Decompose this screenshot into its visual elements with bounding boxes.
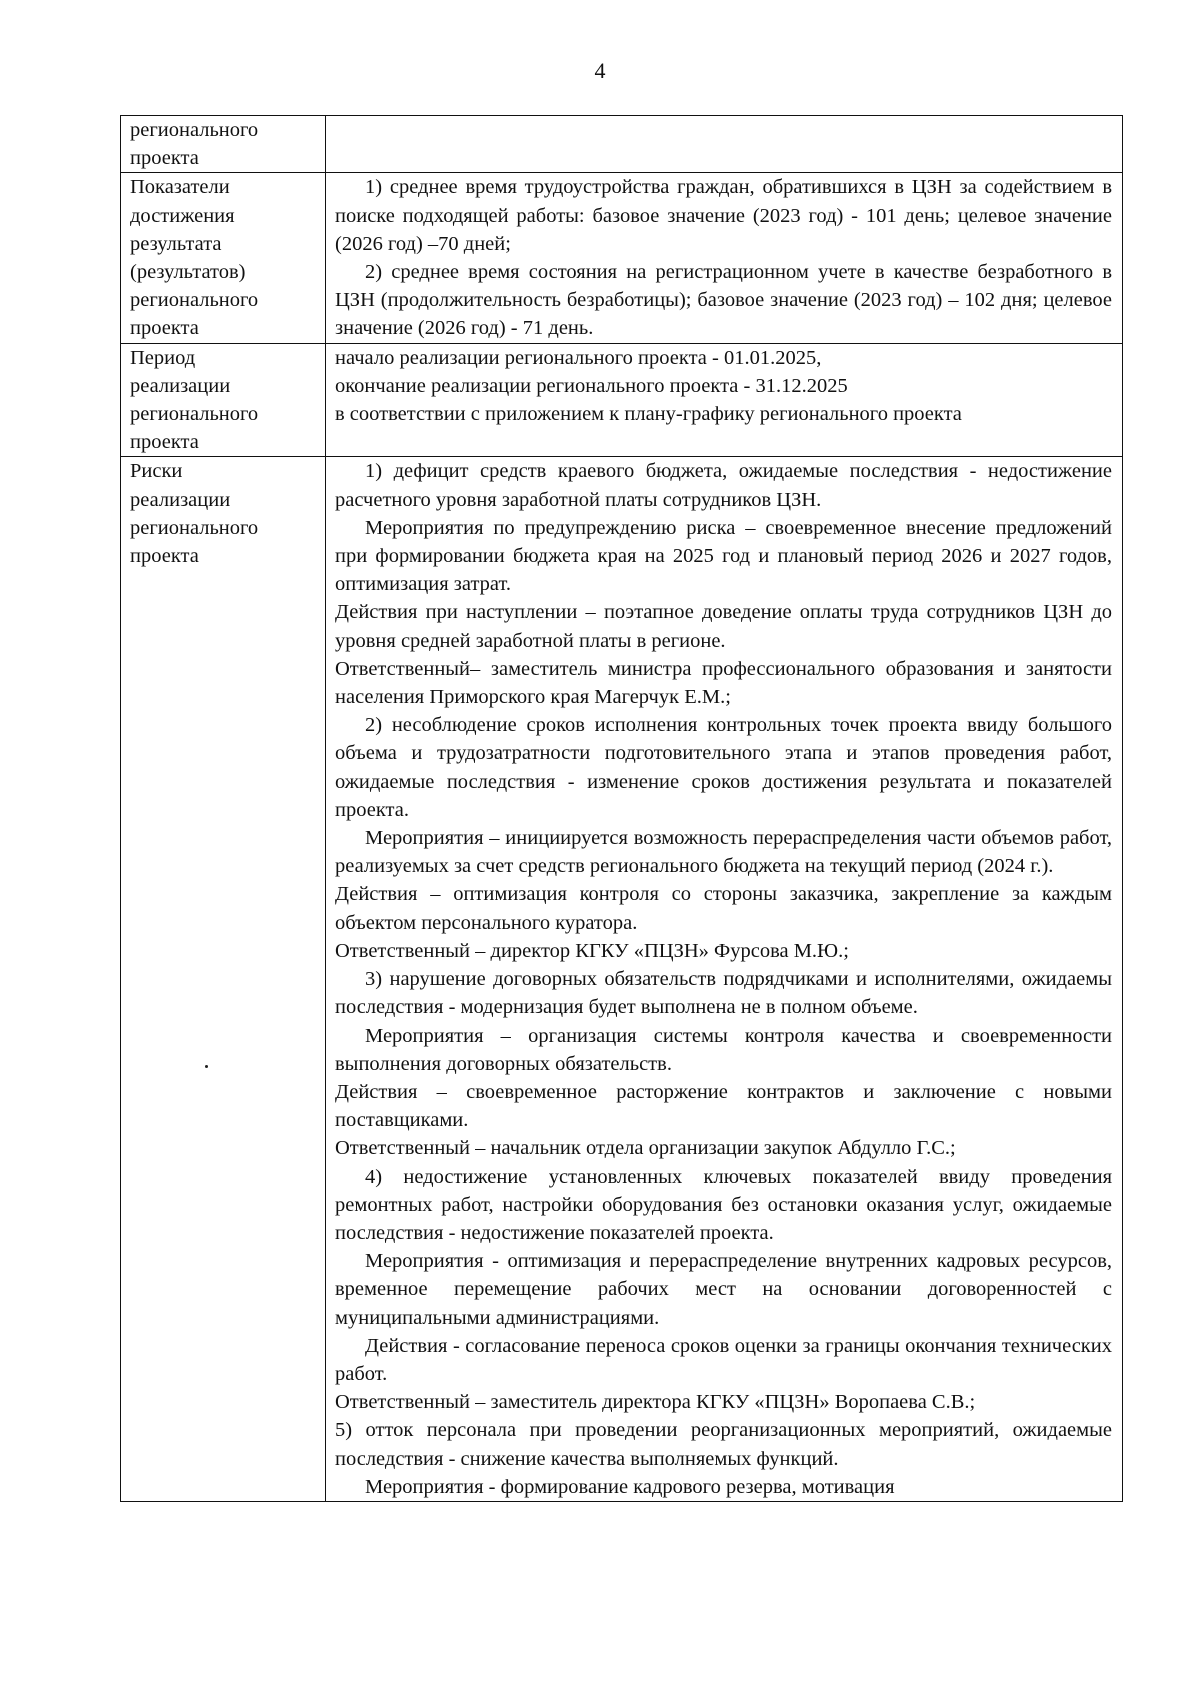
row-label-line: проекта [130,545,199,568]
row-label-line: проекта [130,147,199,170]
content-paragraph: Ответственный– заместитель министра профессионального образования и занятости населения Приморского края Магерчук Е.М.; [335,657,1112,709]
row-label-line: результата [130,232,222,255]
row-label-cell [121,116,326,173]
row-label-line: регионального [130,119,259,141]
row-label-cell [121,457,326,1502]
row-label-line: реализации [130,374,231,397]
content-paragraph: Действия при наступлении – поэтапное доведение оплаты труда сотрудников ЦЗН до уровня средней заработной платы в регионе. [335,601,1112,652]
content-paragraph: Действия – оптимизация контроля со стороны заказчика, закрепление за каждым объектом персонального куратора. [335,883,1112,934]
content-paragraph: Действия - согласование переноса сроков оценки за границы окончания технических работ. [335,1334,1112,1385]
row-label-line: достижения [130,204,235,227]
row-label-line: Риски [130,460,183,483]
content-paragraph: 1) среднее время трудоустройства граждан, обратившихся в ЦЗН за содействием в поиске подходящей работы: базовое значение (2023 год) - 101 день; целевое значение (2026 год) –70 дней; [335,176,1112,255]
row-label-line: регионального [130,289,259,312]
content-paragraph: 2) среднее время состояния на регистрационном учете в качестве безработного в ЦЗН (продолжительность безработицы); базовое значение (2023 год) – 102 дня; целевое значение (2026 год) - 71 день. [335,261,1112,340]
content-paragraph: Мероприятия по предупреждению риска – своевременное внесение предложений при формировании бюджета края на 2025 год и плановый период 2026 и 2027 годов, оптимизация затрат. [335,516,1112,596]
project-passport-table [120,115,1123,1502]
row-label-line: регионального [130,403,259,426]
table-row [121,457,1123,1502]
content-paragraph: окончание реализации регионального проекта - 31.12.2025 [335,374,848,397]
row-content-cell [326,173,1123,343]
content-paragraph: Ответственный – начальник отдела организации закупок Абдулло Г.С.; [335,1137,956,1160]
row-content-cell [326,457,1123,1502]
content-paragraph: Мероприятия – инициируется возможность перераспределения части объемов работ, реализуемых за счет средств регионального бюджета на текущий период (2024 г.). [335,827,1112,878]
content-paragraph: 5) отток персонала при проведении реорганизационных мероприятий, ожидаемые последствия - снижение качества выполняемых функций. [335,1419,1112,1470]
content-paragraph: в соответствии с приложением к плану-графику регионального проекта [335,403,962,426]
content-paragraph: Мероприятия - формирование кадрового резерва, мотивация [365,1475,895,1498]
row-label-line: (результатов) [130,261,246,284]
row-label-line: Показатели [130,176,230,199]
content-paragraph: 2) несоблюдение сроков исполнения контрольных точек проекта ввиду большого объема и трудозатратности подготовительного этапа и этапов проведения работ, ожидаемые последствия - изменение сроков достижения результата и показателей проекта. [335,714,1112,821]
content-paragraph: Ответственный – директор КГКУ «ПЦЗН» Фурсова М.Ю.; [335,939,849,962]
table-body [121,116,1123,1502]
content-paragraph: Мероприятия - оптимизация и перераспределение внутренних кадровых ресурсов, временное перемещение рабочих мест на основании договоренностей с муниципальными администрациями. [335,1250,1112,1329]
scan-speck [205,1065,208,1068]
table-row [121,173,1123,343]
content-paragraph: 4) недостижение установленных ключевых показателей ввиду проведения ремонтных работ, настройки оборудования без остановки оказания услуг, ожидаемые последствия - недостижение показателей проекта. [335,1165,1112,1244]
row-label-cell [121,173,326,343]
content-paragraph: Ответственный – заместитель директора КГКУ «ПЦЗН» Воропаева С.В.; [335,1391,976,1414]
row-label-line: проекта [130,317,199,340]
row-label-line: регионального [130,516,259,539]
table-row [121,343,1123,457]
row-label-cell [121,343,326,457]
row-label-line: проекта [130,431,199,454]
page-number: 4 [594,58,606,83]
content-paragraph: 1) дефицит средств краевого бюджета, ожидаемые последствия - недостижение расчетного уровня заработной платы сотрудников ЦЗН. [335,460,1112,511]
content-paragraph: Действия – своевременное расторжение контрактов и заключение с новыми поставщиками. [335,1080,1112,1132]
row-label-line: реализации [130,488,231,511]
row-label-line: Период [130,346,196,369]
table-row [121,116,1123,173]
content-paragraph: Мероприятия – организация системы контроля качества и своевременности выполнения договорных обязательств. [335,1024,1112,1075]
row-content-cell [326,343,1123,457]
content-paragraph: начало реализации регионального проекта - 01.01.2025, [335,346,822,369]
row-content-cell [326,116,1123,173]
content-paragraph: 3) нарушение договорных обязательств подрядчиками и исполнителями, ожидаемы последствия - модернизация будет выполнена не в полном объеме. [335,968,1112,1019]
